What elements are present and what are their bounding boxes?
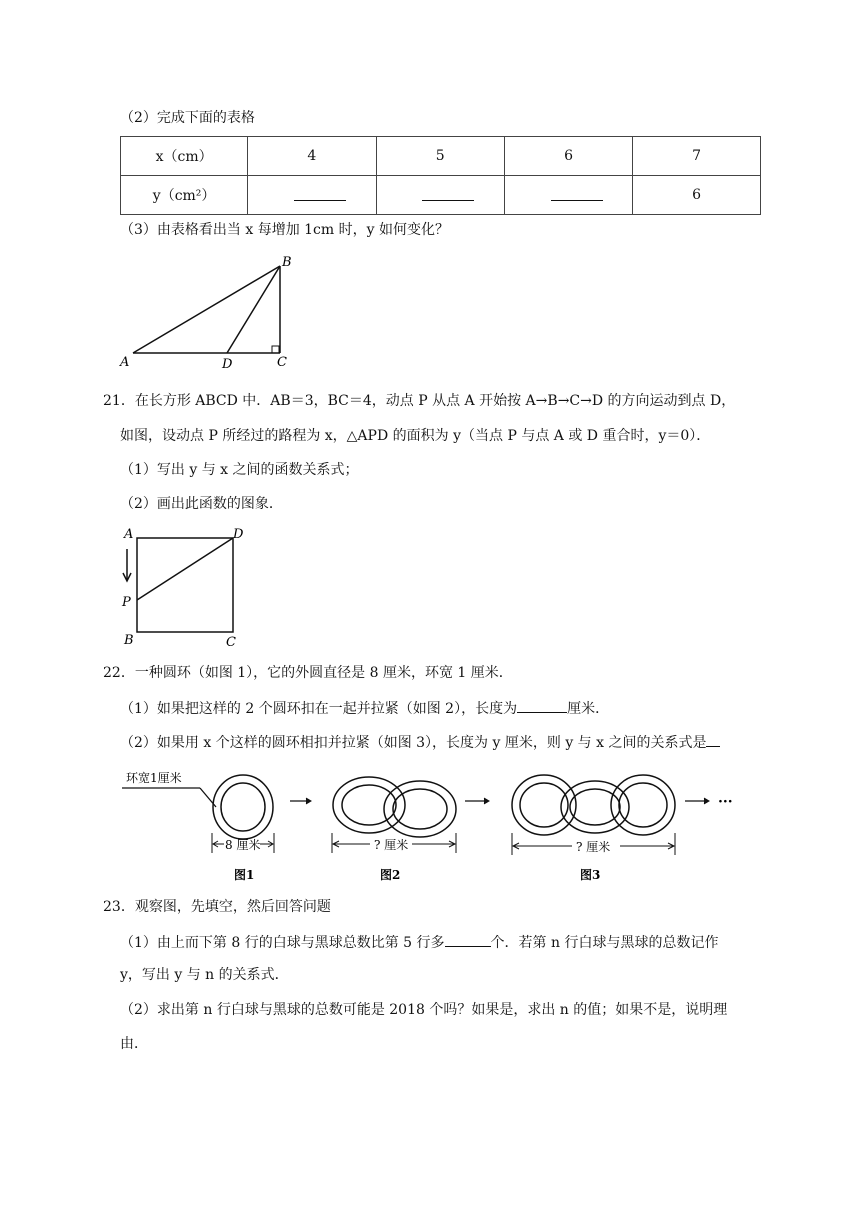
q21-line1: 21．在长方形 ABCD 中．AB＝3，BC＝4，动点 P 从点 A 开始按 A→B→C→D 的方向运动到点 D， — [103, 393, 736, 409]
row2-label: y（cm²） — [121, 176, 248, 215]
x-value-6: 6 — [504, 137, 632, 176]
fig1-dim-label: 8 厘米 — [225, 838, 261, 852]
q22-part1-after: 厘米． — [567, 701, 610, 717]
label-D: D — [222, 357, 233, 372]
fig3-caption: 图3 — [580, 868, 601, 882]
x-value-5: 5 — [376, 137, 504, 176]
label-C: C — [226, 635, 236, 650]
q20-part3-text: （3）由表格看出当 x 每增加 1cm 时，y 如何变化？ — [120, 222, 449, 238]
q20-part2-text: （2）完成下面的表格 — [120, 110, 255, 126]
y-answer-blank-2[interactable] — [376, 176, 504, 215]
q21-part1: （1）写出 y 与 x 之间的函数关系式； — [120, 462, 359, 478]
y-answer-blank-3[interactable] — [504, 176, 632, 215]
x-value-7: 7 — [633, 137, 761, 176]
fig2-caption: 图2 — [380, 868, 401, 882]
label-C: C — [277, 355, 287, 370]
label-A: A — [120, 355, 130, 370]
x-value-4: 4 — [248, 137, 376, 176]
rectangle-figure — [118, 522, 253, 650]
continuation-ellipsis: ··· — [718, 794, 733, 810]
label-B: B — [282, 255, 292, 270]
q22-part2-blank[interactable] — [706, 731, 720, 747]
q22-part1 — [120, 697, 609, 719]
triangle-figure — [115, 252, 305, 372]
ring-width-label: 环宽1厘米 — [126, 771, 182, 785]
q23-part1-before: （1）由上而下第 8 行的白球与黑球总数比第 5 行多 — [120, 935, 445, 951]
rings-figure — [120, 763, 760, 885]
q23-part1 — [120, 931, 718, 953]
fig3-dim-label: ? 厘米 — [576, 840, 611, 854]
q22-part1-before: （1）如果把这样的 2 个圆环扣在一起并拉紧（如图 2），长度为 — [120, 701, 518, 717]
q23-part1-after: 个．若第 n 行白球与黑球的总数记作 — [490, 935, 719, 951]
fig2-dim-label: ? 厘米 — [374, 838, 409, 852]
label-D: D — [233, 527, 244, 542]
q21-part2: （2）画出此函数的图象． — [120, 496, 283, 512]
q22-line1: 22．一种圆环（如图 1），它的外圆直径是 8 厘米，环宽 1 厘米． — [103, 665, 513, 681]
q23-part2-line2: 由． — [120, 1036, 148, 1052]
q23-part2-line1: （2）求出第 n 行白球与黑球的总数可能是 2018 个吗？如果是，求出 n 的值；如果不是，说明理 — [120, 1002, 728, 1018]
q23-part1-line2: y，写出 y 与 n 的关系式． — [120, 967, 289, 983]
label-P: P — [122, 595, 131, 610]
y-value-7: 6 — [633, 176, 761, 215]
table-row — [121, 137, 761, 176]
q23-part1-blank[interactable] — [445, 931, 491, 947]
q23-line1: 23．观察图，先填空，然后回答问题 — [103, 899, 331, 915]
label-B: B — [124, 633, 134, 648]
q21-line2: 如图，设动点 P 所经过的路程为 x，△APD 的面积为 y（当点 P 与点 A 或 D 重合时，y＝0）． — [120, 428, 711, 444]
q22-part2 — [120, 731, 720, 753]
q22-part1-blank[interactable] — [517, 697, 567, 713]
q22-part2-text: （2）如果用 x 个这样的圆环相扣并拉紧（如图 3），长度为 y 厘米，则 y 与 x 之间的关系式是 — [120, 735, 707, 751]
table-row — [121, 176, 761, 215]
label-A: A — [124, 527, 134, 542]
fig1-caption: 图1 — [234, 868, 255, 882]
y-answer-blank-1[interactable] — [248, 176, 376, 215]
values-table — [120, 136, 761, 215]
row1-label: x（cm） — [121, 137, 248, 176]
